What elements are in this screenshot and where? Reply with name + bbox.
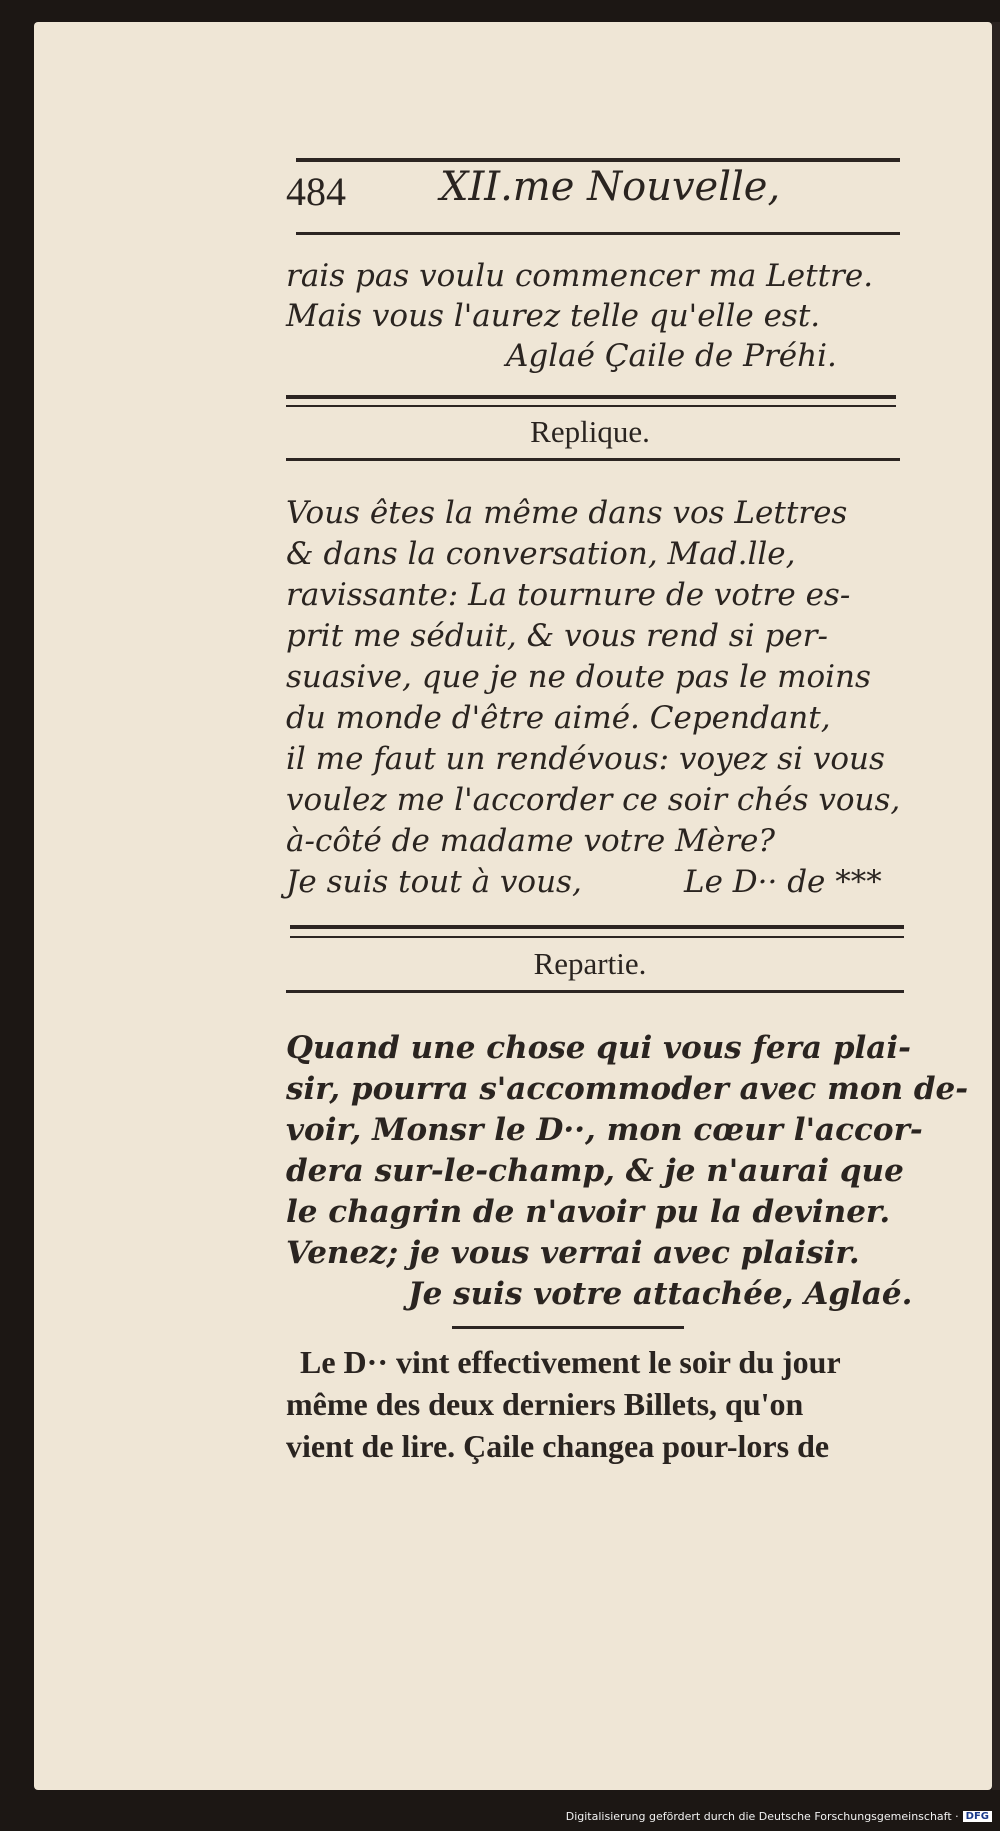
page-number: 484	[286, 169, 346, 214]
repartie-line: le chagrin de n'avoir pu la deviner.	[286, 1194, 891, 1230]
letter-line: rais pas voulu commencer ma Lettre.	[286, 258, 874, 294]
repartie-line: sir, pourra s'accommoder avec mon de-	[286, 1071, 969, 1107]
repartie-line: Venez; je vous verrai avec plaisir.	[286, 1235, 860, 1271]
repartie-line: dera sur-le-champ, & je n'aurai que	[286, 1153, 904, 1189]
narrative-line: Le D·· vint effectivement le soir du jour	[300, 1344, 841, 1380]
repartie-heading: Repartie.	[533, 946, 647, 981]
page-edge	[992, 22, 1000, 1790]
header-bottom-rule	[296, 232, 900, 235]
credit-text: Digitalisierung gefördert durch die Deutsche Forschungsgemeinschaft ·	[565, 1809, 959, 1823]
section-double-rule	[286, 405, 896, 407]
replique-line: du monde d'être aimé. Cependant,	[286, 700, 831, 736]
header-top-rule	[296, 158, 900, 162]
section-double-rule	[286, 395, 896, 399]
heading-rule	[286, 990, 904, 993]
narrative-line: vient de lire. Çaile changea pour-lors de	[286, 1428, 830, 1464]
replique-signature: Le D·· de ***	[684, 864, 882, 900]
replique-line: & dans la conversation, Mad.lle,	[286, 536, 796, 572]
digitization-credit	[566, 1807, 992, 1825]
replique-line: suasive, que je ne doute pas le moins	[286, 659, 871, 695]
letter-line: Mais vous l'aurez telle qu'elle est.	[286, 298, 821, 334]
repartie-line: voir, Monsr le D··, mon cœur l'accor-	[286, 1112, 923, 1148]
repartie-line: Quand une chose qui vous fera plai-	[286, 1030, 911, 1066]
narrative-line: même des deux derniers Billets, qu'on	[286, 1386, 804, 1422]
replique-line: Vous êtes la même dans vos Lettres	[286, 495, 848, 531]
repartie-signature: Je suis votre attachée, Aglaé.	[408, 1276, 913, 1312]
section-double-rule	[290, 936, 904, 938]
section-short-rule	[452, 1326, 684, 1329]
replique-line: prit me séduit, & vous rend si per-	[286, 618, 828, 654]
replique-closing: Je suis tout à vous,	[286, 864, 582, 900]
replique-line: voulez me l'accorder ce soir chés vous,	[286, 782, 901, 818]
heading-rule	[286, 458, 900, 461]
running-title: XII.me Nouvelle,	[440, 164, 781, 210]
dfg-logo: DFG	[963, 1811, 992, 1822]
letter-signature: Aglaé Çaile de Préhi.	[506, 338, 837, 374]
replique-line: à-côté de madame votre Mère?	[286, 823, 776, 859]
replique-line: ravissante: La tournure de votre es-	[286, 577, 851, 613]
section-double-rule	[290, 925, 904, 929]
replique-line: il me faut un rendévous: voyez si vous	[286, 741, 885, 777]
replique-heading: Replique.	[530, 414, 650, 449]
